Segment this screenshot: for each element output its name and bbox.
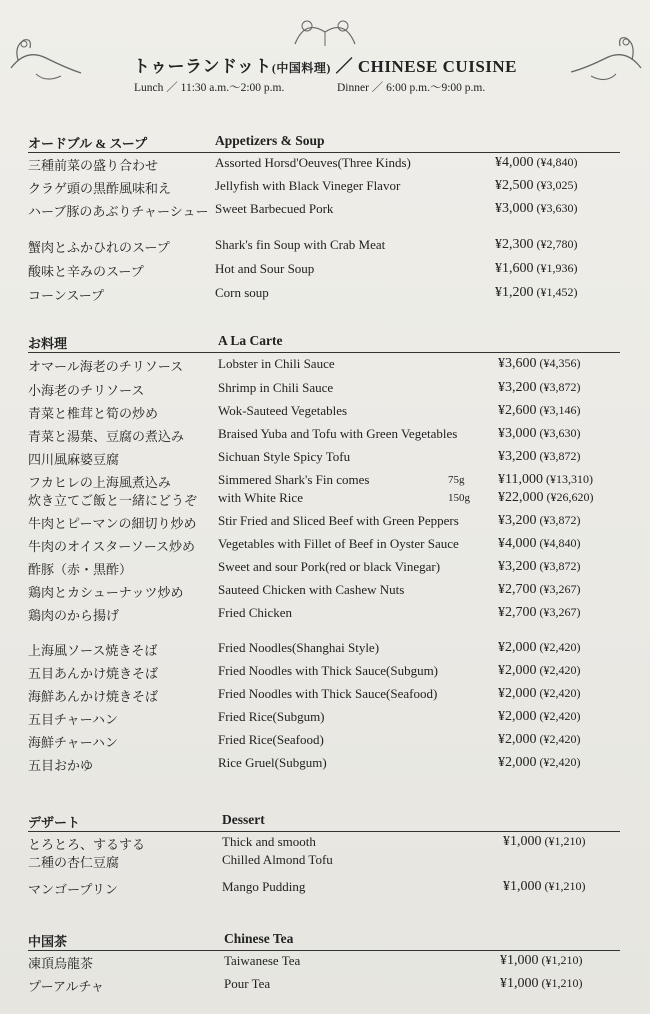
- menu-item: [28, 663, 620, 685]
- price-value: ¥3,000: [498, 426, 537, 441]
- item-name-english: Shrimp in Chili Sauce: [218, 380, 334, 395]
- item-name-english: Mango Pudding: [222, 879, 306, 894]
- price-value: ¥3,600: [498, 356, 537, 371]
- item-name-japanese: とろとろ、するする: [28, 837, 146, 852]
- item-name-japanese: 五目あんかけ焼きそば: [28, 666, 159, 681]
- price-value: ¥1,000: [500, 976, 539, 991]
- section-title-english: Dessert: [222, 812, 265, 827]
- ornament-center-icon: [285, 14, 365, 50]
- menu-item: [28, 559, 620, 581]
- price-with-tax: (¥4,356): [536, 356, 581, 370]
- item-name-english: Shark's fin Soup with Crab Meat: [215, 237, 386, 252]
- item-name-japanese: 牛肉のオイスターソース炒め: [28, 539, 196, 554]
- price-with-tax: (¥2,420): [536, 686, 581, 700]
- price-value: ¥3,200: [498, 559, 537, 574]
- price-with-tax: (¥1,452): [533, 285, 578, 299]
- price-with-tax: (¥3,025): [533, 178, 578, 192]
- title-japanese: トゥーランドット: [132, 57, 272, 76]
- item-name-english: Taiwanese Tea: [224, 953, 301, 968]
- price-with-tax: (¥13,310): [542, 472, 593, 486]
- price-value: ¥22,000: [498, 490, 544, 505]
- item-price: [495, 178, 578, 194]
- menu-item: [28, 490, 620, 512]
- item-name-english: Sichuan Style Spicy Tofu: [218, 449, 351, 464]
- item-portion: 75g: [448, 474, 465, 486]
- item-price: [498, 605, 581, 621]
- price-value: ¥2,000: [498, 732, 537, 747]
- item-name-english: Assorted Horsd'Oeuves(Three Kinds): [215, 155, 411, 170]
- item-price: [498, 426, 581, 442]
- section-divider: [28, 831, 620, 832]
- menu-item: [28, 605, 620, 627]
- item-name-english: Fried Rice(Seafood): [218, 732, 324, 747]
- price-with-tax: (¥2,780): [533, 237, 578, 251]
- item-name-english: Fried Noodles(Shanghai Style): [218, 640, 380, 655]
- price-value: ¥2,000: [498, 663, 537, 678]
- price-with-tax: (¥4,840): [536, 536, 581, 550]
- menu-item: [28, 879, 620, 901]
- price-value: ¥3,200: [498, 449, 537, 464]
- price-value: ¥2,700: [498, 605, 537, 620]
- menu-item: [28, 356, 620, 378]
- item-price: [495, 155, 578, 171]
- menu-item: [28, 536, 620, 558]
- item-name-japanese: 小海老のチリソース: [28, 383, 145, 398]
- price-value: ¥1,600: [495, 261, 534, 276]
- item-name-japanese: クラゲ頭の黒酢風味和え: [28, 181, 172, 196]
- price-with-tax: (¥1,210): [538, 953, 583, 967]
- section-divider: [28, 152, 620, 153]
- item-price: [498, 490, 594, 506]
- section-divider: [28, 950, 620, 951]
- item-name-english: Stir Fried and Sliced Beef with Green Peppers: [218, 513, 459, 528]
- price-with-tax: (¥1,210): [538, 976, 583, 990]
- price-value: ¥1,200: [495, 285, 534, 300]
- price-with-tax: (¥1,936): [533, 261, 578, 275]
- item-price: [498, 755, 581, 771]
- price-value: ¥2,500: [495, 178, 534, 193]
- price-value: ¥1,000: [503, 834, 542, 849]
- item-price: [498, 380, 581, 396]
- price-value: ¥4,000: [498, 536, 537, 551]
- price-value: ¥3,200: [498, 380, 537, 395]
- item-price: [498, 472, 593, 488]
- price-value: ¥1,000: [500, 953, 539, 968]
- menu-item: [28, 449, 620, 471]
- menu-item: [28, 755, 620, 777]
- menu-item: [28, 237, 620, 259]
- item-name-english: Simmered Shark's Fin comes: [218, 472, 370, 487]
- price-value: ¥2,000: [498, 755, 537, 770]
- item-name-japanese: 酸味と辛みのスープ: [28, 264, 144, 279]
- price-with-tax: (¥1,210): [541, 879, 586, 893]
- item-name-english: Rice Gruel(Subgum): [218, 755, 327, 770]
- item-price: [498, 663, 581, 679]
- item-name-japanese: 青菜と湯葉、豆腐の煮込み: [28, 429, 185, 444]
- item-name-english: Sauteed Chicken with Cashew Nuts: [218, 582, 405, 597]
- item-name-japanese: 海鮮あんかけ焼きそば: [28, 689, 159, 704]
- section-title-english: Appetizers & Soup: [215, 133, 325, 148]
- section-header: [28, 133, 620, 153]
- item-price: [500, 953, 583, 969]
- price-with-tax: (¥26,620): [543, 490, 594, 504]
- price-with-tax: (¥3,872): [536, 513, 581, 527]
- price-with-tax: (¥3,630): [533, 201, 578, 215]
- price-value: ¥2,700: [498, 582, 537, 597]
- item-name-japanese: 上海風ソース焼きそば: [28, 643, 158, 658]
- page-title: [110, 52, 540, 77]
- item-price: [498, 513, 581, 529]
- item-price: [498, 356, 581, 372]
- section-title-english: A La Carte: [218, 333, 283, 348]
- item-price: [498, 559, 581, 575]
- item-price: [495, 285, 578, 301]
- item-name-english: Braised Yuba and Tofu with Green Vegetables: [218, 426, 458, 441]
- menu-item: [28, 178, 620, 200]
- item-name-english: Hot and Sour Soup: [215, 261, 315, 276]
- menu-item: [28, 201, 620, 223]
- price-with-tax: (¥3,872): [536, 380, 581, 394]
- item-name-japanese: 四川風麻婆豆腐: [28, 452, 120, 467]
- item-price: [498, 449, 581, 465]
- section-title-english: Chinese Tea: [224, 931, 294, 946]
- menu-item: [28, 380, 620, 402]
- price-with-tax: (¥4,840): [533, 155, 578, 169]
- price-value: ¥2,300: [495, 237, 534, 252]
- price-with-tax: (¥2,420): [536, 709, 581, 723]
- item-name-english: Thick and smooth: [222, 834, 316, 849]
- item-price: [503, 879, 586, 895]
- item-name-japanese: 牛肉とピーマンの細切り炒め: [28, 516, 197, 531]
- item-price: [503, 834, 586, 850]
- menu-item: [28, 686, 620, 708]
- item-name-english: Corn soup: [215, 285, 269, 300]
- price-with-tax: (¥2,420): [536, 663, 581, 677]
- item-name-japanese: フカヒレの上海風煮込み: [28, 475, 171, 490]
- item-name-japanese: 鶏肉とカシューナッツ炒め: [28, 585, 184, 600]
- price-with-tax: (¥3,630): [536, 426, 581, 440]
- menu-item: [28, 976, 620, 998]
- lunch-hours: Lunch ／ 11:30 a.m.〜2:00 p.m.: [134, 82, 285, 94]
- item-name-english: Wok-Sauteed Vegetables: [218, 403, 348, 418]
- menu-item: [28, 582, 620, 604]
- menu-item: [28, 732, 620, 754]
- dinner-hours: Dinner ／ 6:00 p.m.〜9:00 p.m.: [337, 82, 486, 94]
- item-name-japanese: 三種前菜の盛り合わせ: [28, 158, 159, 173]
- item-name-english: Vegetables with Fillet of Beef in Oyster Sauce: [218, 536, 459, 551]
- section-header: [28, 812, 620, 832]
- item-name-japanese: オマール海老のチリソース: [28, 359, 184, 374]
- item-name-japanese: 鶏肉のから揚げ: [28, 608, 120, 623]
- item-name-japanese: ハーブ豚のあぶりチャーシュー: [28, 204, 209, 219]
- item-name-english: with White Rice: [218, 490, 303, 505]
- item-name-japanese: 五目チャーハン: [28, 712, 118, 727]
- price-with-tax: (¥2,420): [536, 640, 581, 654]
- menu-item: [28, 709, 620, 731]
- item-name-japanese: 青菜と椎茸と筍の炒め: [28, 406, 159, 421]
- section-header: [28, 931, 620, 951]
- price-with-tax: (¥3,267): [536, 605, 581, 619]
- item-name-english: Chilled Almond Tofu: [222, 852, 333, 867]
- menu-item: [28, 513, 620, 535]
- price-value: ¥11,000: [498, 472, 543, 487]
- price-value: ¥2,000: [498, 640, 537, 655]
- section-title-japanese: お料理: [28, 336, 68, 351]
- item-price: [498, 709, 581, 725]
- item-price: [498, 536, 581, 552]
- section-divider: [28, 352, 620, 353]
- item-name-english: Lobster in Chili Sauce: [218, 356, 335, 371]
- menu-item: [28, 285, 620, 307]
- menu-item: [28, 403, 620, 425]
- item-name-english: Fried Noodles with Thick Sauce(Subgum): [218, 663, 439, 678]
- item-name-japanese: 凍頂烏龍茶: [28, 956, 94, 971]
- item-name-japanese: 炊き立てご飯と一緒にどうぞ: [28, 493, 198, 508]
- item-price: [498, 582, 581, 598]
- price-with-tax: (¥3,872): [536, 559, 581, 573]
- item-price: [495, 237, 578, 253]
- section-title-japanese: オードブル & スープ: [28, 136, 148, 151]
- title-english: CHINESE CUISINE: [357, 57, 518, 76]
- price-value: ¥3,000: [495, 201, 534, 216]
- item-price: [498, 732, 581, 748]
- item-name-japanese: 二種の杏仁豆腐: [28, 855, 120, 870]
- price-with-tax: (¥3,872): [536, 449, 581, 463]
- item-name-japanese: 蟹肉とふかひれのスープ: [28, 240, 170, 255]
- menu-item: [28, 953, 620, 975]
- price-value: ¥1,000: [503, 879, 542, 894]
- price-value: ¥2,000: [498, 686, 537, 701]
- item-name-japanese: コーンスープ: [28, 288, 105, 303]
- item-price: [495, 201, 578, 217]
- item-name-japanese: プーアルチャ: [28, 979, 105, 994]
- item-name-english: Pour Tea: [224, 976, 271, 991]
- item-price: [498, 686, 581, 702]
- title-japanese-sub: (中国料理): [271, 61, 331, 75]
- item-portion: 150g: [448, 492, 470, 504]
- item-name-english: Sweet and sour Pork(red or black Vinegar): [218, 559, 441, 574]
- item-name-english: Fried Chicken: [218, 605, 293, 620]
- item-name-english: Sweet Barbecued Pork: [215, 201, 334, 216]
- price-value: ¥3,200: [498, 513, 537, 528]
- item-price: [495, 261, 578, 277]
- price-value: ¥4,000: [495, 155, 534, 170]
- price-value: ¥2,000: [498, 709, 537, 724]
- menu-item: [28, 640, 620, 662]
- title-slash: ／: [335, 57, 354, 76]
- menu-item: [28, 261, 620, 283]
- item-name-japanese: マンゴープリン: [28, 882, 118, 897]
- item-name-english: Fried Noodles with Thick Sauce(Seafood): [218, 686, 438, 701]
- price-with-tax: (¥3,146): [536, 403, 581, 417]
- item-price: [498, 403, 581, 419]
- section-title-japanese: デザート: [28, 815, 81, 830]
- item-price: [500, 976, 583, 992]
- price-with-tax: (¥2,420): [536, 755, 581, 769]
- menu-item: [28, 426, 620, 448]
- price-with-tax: (¥3,267): [536, 582, 581, 596]
- menu-item: [28, 852, 620, 874]
- item-name-japanese: 五目おかゆ: [28, 758, 94, 773]
- item-price: [498, 640, 581, 656]
- section-title-japanese: 中国茶: [28, 934, 68, 949]
- section-header: [28, 333, 620, 353]
- item-name-japanese: 酢豚（赤・黒酢）: [28, 562, 133, 577]
- item-name-japanese: 海鮮チャーハン: [28, 735, 118, 750]
- menu-item: [28, 155, 620, 177]
- item-name-english: Fried Rice(Subgum): [218, 709, 325, 724]
- item-name-english: Jellyfish with Black Vineger Flavor: [215, 178, 401, 193]
- price-with-tax: (¥2,420): [536, 732, 581, 746]
- price-with-tax: (¥1,210): [541, 834, 586, 848]
- menu-header: [0, 52, 650, 92]
- price-value: ¥2,600: [498, 403, 537, 418]
